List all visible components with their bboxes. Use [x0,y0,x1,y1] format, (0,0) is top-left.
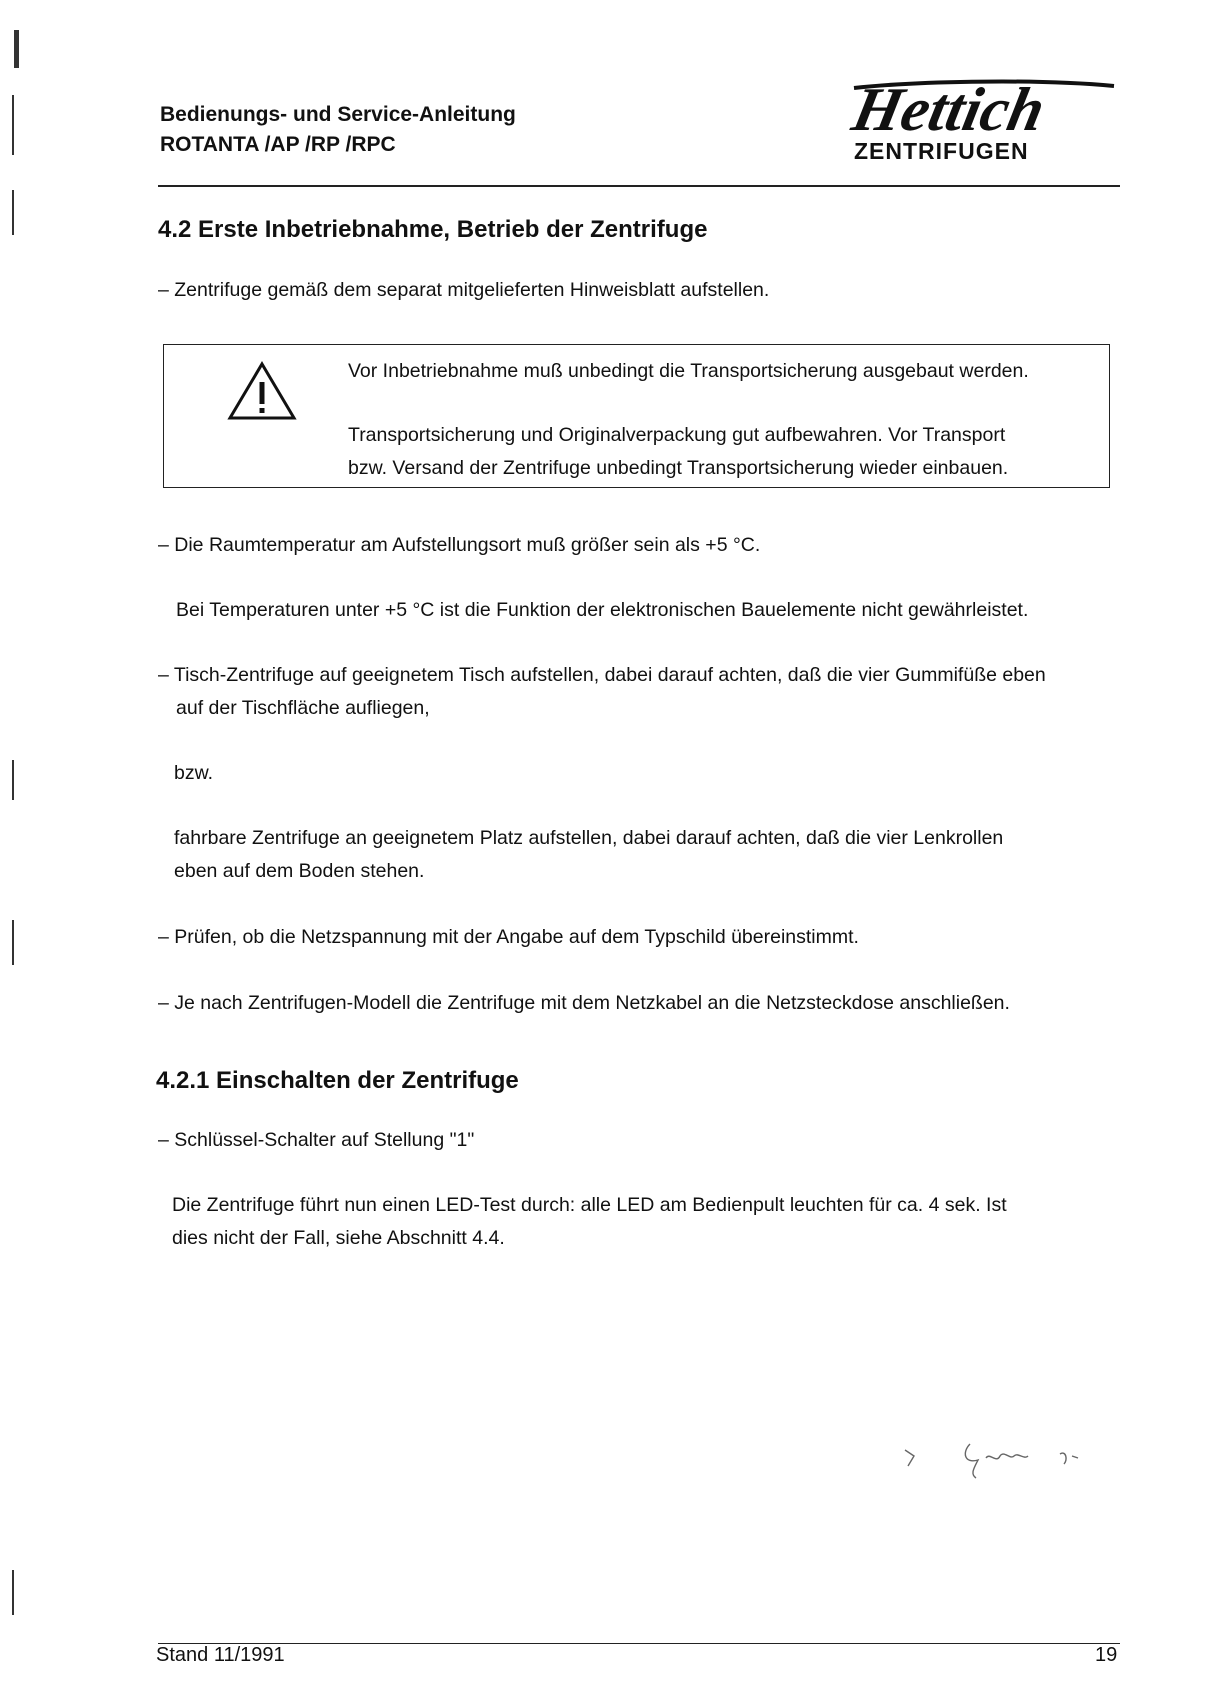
paragraph: Die Zentrifuge führt nun einen LED-Test durch: alle LED am Bedienpult leuchten für ca. 4 sek. Ist [172,1194,1007,1216]
warning-triangle-icon [226,360,298,422]
paragraph: – Je nach Zentrifugen-Modell die Zentrifuge mit dem Netzkabel an die Netzsteckdose anschließen. [158,992,1010,1014]
paragraph: bzw. [174,762,214,784]
scan-mark [12,760,14,800]
paragraph: – Schlüssel-Schalter auf Stellung "1" [158,1129,475,1151]
paragraph: auf der Tischfläche aufliegen, [176,697,430,719]
header-rule [158,185,1120,187]
scan-mark [12,190,14,235]
paragraph: – Tisch-Zentrifuge auf geeignetem Tisch aufstellen, dabei darauf achten, daß die vier Gummifüße eben [158,664,1046,686]
model-line: ROTANTA /AP /RP /RPC [160,133,396,156]
warning-text-1: Vor Inbetriebnahme muß unbedingt die Transportsicherung ausgebaut werden. [348,360,1029,382]
subsection-title: 4.2.1 Einschalten der Zentrifuge [156,1067,519,1094]
paragraph: – Prüfen, ob die Netzspannung mit der Angabe auf dem Typschild übereinstimmt. [158,926,859,948]
svg-text:Hettich: Hettich [848,74,1051,144]
paragraph: dies nicht der Fall, siehe Abschnitt 4.4. [172,1227,505,1249]
paragraph: fahrbare Zentrifuge an geeignetem Platz aufstellen, dabei darauf achten, daß die vier Lenkrollen [174,827,1004,849]
paragraph: eben auf dem Boden stehen. [174,860,425,882]
page-number: 19 [1095,1644,1118,1666]
paragraph: – Die Raumtemperatur am Aufstellungsort muß größer sein als +5 °C. [158,534,761,556]
scan-mark [14,30,19,68]
scan-mark [12,95,14,155]
scan-mark [12,920,14,965]
warning-text-2: Transportsicherung und Originalverpackung gut aufbewahren. Vor Transport [348,424,1006,446]
logo-subtitle: ZENTRIFUGEN [854,138,1029,164]
stand-date: Stand 11/1991 [156,1644,285,1666]
manual-title: Bedienungs- und Service-Anleitung [160,103,516,126]
paragraph: Bei Temperaturen unter +5 °C ist die Funktion der elektronischen Bauelemente nicht gewährleistet. [176,599,1029,621]
section-title: 4.2 Erste Inbetriebnahme, Betrieb der Zentrifuge [158,216,708,243]
scan-mark [12,1570,14,1615]
paragraph: – Zentrifuge gemäß dem separat mitgelieferten Hinweisblatt aufstellen. [158,279,770,301]
warning-text-3: bzw. Versand der Zentrifuge unbedingt Transportsicherung wieder einbauen. [348,457,1009,479]
handwritten-scribble [900,1430,1100,1480]
footer-rule [158,1643,1120,1644]
